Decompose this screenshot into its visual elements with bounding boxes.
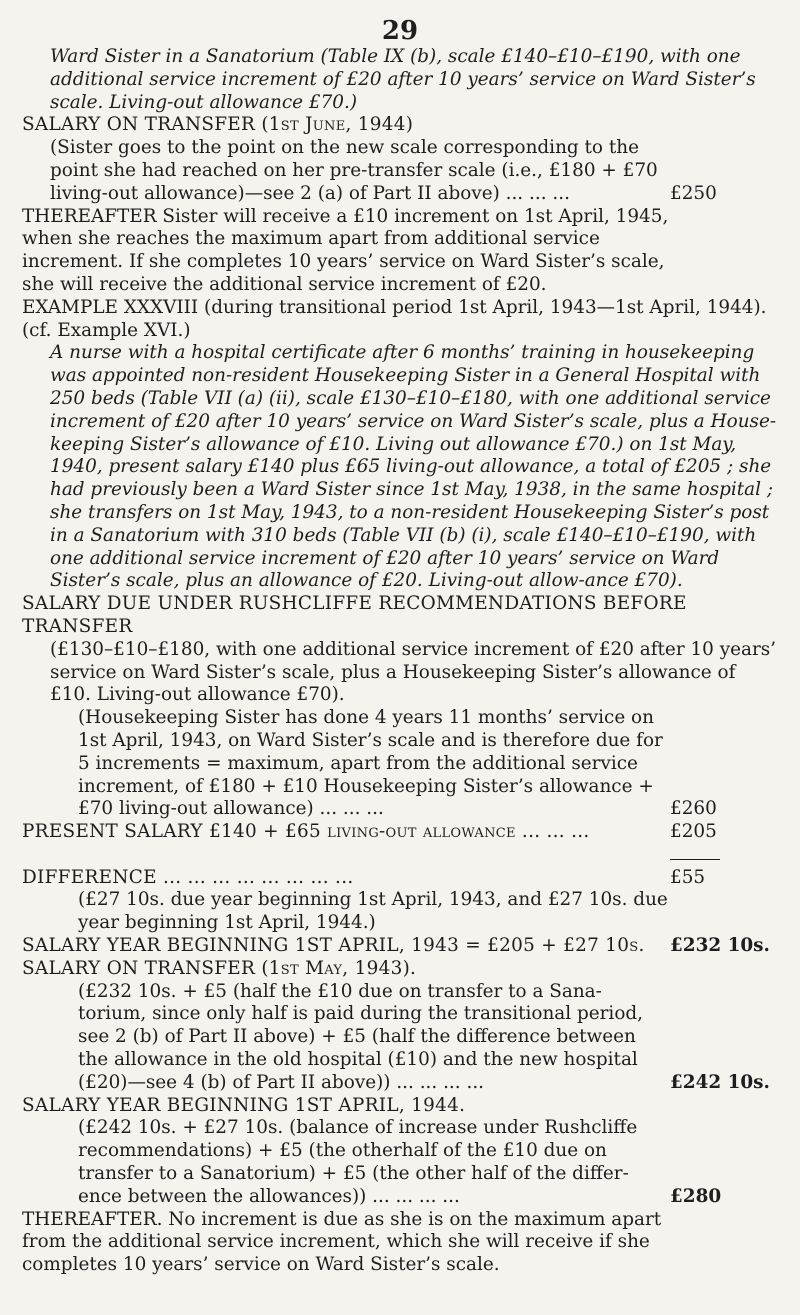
- transfer2-row: [22, 981, 780, 1095]
- rushcliffe-amount: £260: [670, 798, 717, 820]
- thereafter1-paragraph: THEREAFTER Sister will receive a £10 increment on 1st April, 1945, when she reaches the maximum apart from additional service increment. If she completes 10 years’ service on Ward Sister’s scale, she will receive the additional service increment of £20.: [22, 205, 669, 295]
- thereafter2-paragraph: THEREAFTER. No increment is due as she is on the maximum apart from the additional service increment, which she will receive if she completes 10 years’ service on Ward Sister’s scale.: [22, 1208, 662, 1276]
- year1944-text: (£242 10s. + £27 10s. (balance of increase under Rushcliffe recommendations) + £5 (the otherhalf of the £10 due on transfer to a Sanatorium) + £5 (the other half of the differ-ence between the allowances)) ... ... ... ...: [78, 1117, 638, 1207]
- document-body: [22, 46, 780, 1277]
- present-salary-amount: £205: [670, 821, 717, 843]
- year1943-amount: £232 10s.: [670, 935, 770, 957]
- sum-rule-row: [22, 844, 780, 867]
- difference-label: DIFFERENCE ... ... ... ... ... ... ... ...: [22, 866, 354, 888]
- page-number: 29: [381, 16, 419, 46]
- example-heading: EXAMPLE XXXVIII (during transitional period 1st April, 1943—1st April, 1944). (cf. Example XVI.): [22, 296, 767, 341]
- transfer2-amount: £242 10s.: [670, 1071, 770, 1093]
- year1944-amount: £280: [670, 1185, 722, 1207]
- difference-row: [22, 867, 780, 890]
- year1944-heading: SALARY YEAR BEGINNING 1ST APRIL, 1944.: [22, 1094, 466, 1116]
- rushcliffe-note: (Housekeeping Sister has done 4 years 11 months’ service on 1st April, 1943, on Ward Sister’s scale and is therefore due for 5 increments = maximum, apart from the additional service increment, of £180 + £10 Housekeeping Sister’s allowance + £70 living-out allowance) ... ... ...: [78, 707, 663, 820]
- year1943-row: [22, 935, 780, 958]
- difference-note: (£27 10s. due year beginning 1st April, 1943, and £27 10s. due year beginning 1st April, 1944.): [78, 889, 668, 934]
- year1944-row: [22, 1117, 780, 1208]
- difference-amount: £55: [670, 866, 706, 888]
- present-salary-row: [22, 821, 780, 844]
- transfer1-amount: £250: [670, 182, 717, 204]
- transfer2-text: (£232 10s. + £5 (half the £10 due on transfer to a Sana-torium, since only half is paid during the transitional period, see 2 (b) of Part II above) + £5 (half the difference between the allowance in the old hospital (£10) and the new hospital (£20)—see 4 (b) of Part II above)) ... ... ... ...: [78, 980, 644, 1093]
- transfer1-row: [22, 137, 780, 205]
- transfer1-heading: SALARY ON TRANSFER (1st June, 1944): [22, 114, 414, 136]
- present-salary-text: PRESENT SALARY £140 + £65 living-out allowance ... ... ...: [22, 821, 590, 843]
- intro-paragraph: Ward Sister in a Sanatorium (Table IX (b), scale £140–£10–£190, with one additional service increment of £20 after 10 years’ service on Ward Sister’s scale. Living-out allowance £70.): [50, 46, 756, 113]
- example-paragraph: A nurse with a hospital certificate after 6 months’ training in housekeeping was appointed non-resident Housekeeping Sister in a General Hospital with 250 beds (Table VII (a) (ii), scale £130–£10–£180, with one additional service increment of £20 after 10 years’ service on Ward Sister’s scale, plus a House-keeping Sister’s allowance of £10. Living out allowance £70.) on 1st May, 1940, present salary £140 plus £65 living-out allowance, a total of £205 ; she had previously been a Ward Sister since 1st May, 1938, in the same hospital ; she transfers on 1st May, 1943, to a non-resident Housekeeping Sister’s post in a Sanatorium with 310 beds (Table VII (b) (i), scale £140–£10–£190, with one additional service increment of £20 after 10 years’ service on Ward Sister’s scale, plus an allowance of £20. Living-out allow-ance £70).: [50, 342, 777, 592]
- transfer1-text: (Sister goes to the point on the new scale corresponding to the point she had reached on her pre-transfer scale (i.e., £180 + £70 living-out allowance)—see 2 (a) of Part II above) ... ... ...: [50, 137, 658, 204]
- sum-rule: [670, 859, 720, 860]
- year1943-text: SALARY YEAR BEGINNING 1ST APRIL, 1943 = £205 + £27 10s.: [22, 935, 645, 957]
- rushcliffe-row: [22, 707, 780, 821]
- rushcliffe-heading: SALARY DUE UNDER RUSHCLIFFE RECOMMENDATIONS BEFORE TRANSFER: [22, 593, 687, 637]
- rushcliffe-scale: (£130–£10–£180, with one additional service increment of £20 after 10 years’ service on Ward Sister’s scale, plus a Housekeeping Sister’s allowance of £10. Living-out allowance £70).: [50, 638, 777, 706]
- transfer2-heading: SALARY ON TRANSFER (1st May, 1943).: [22, 957, 417, 979]
